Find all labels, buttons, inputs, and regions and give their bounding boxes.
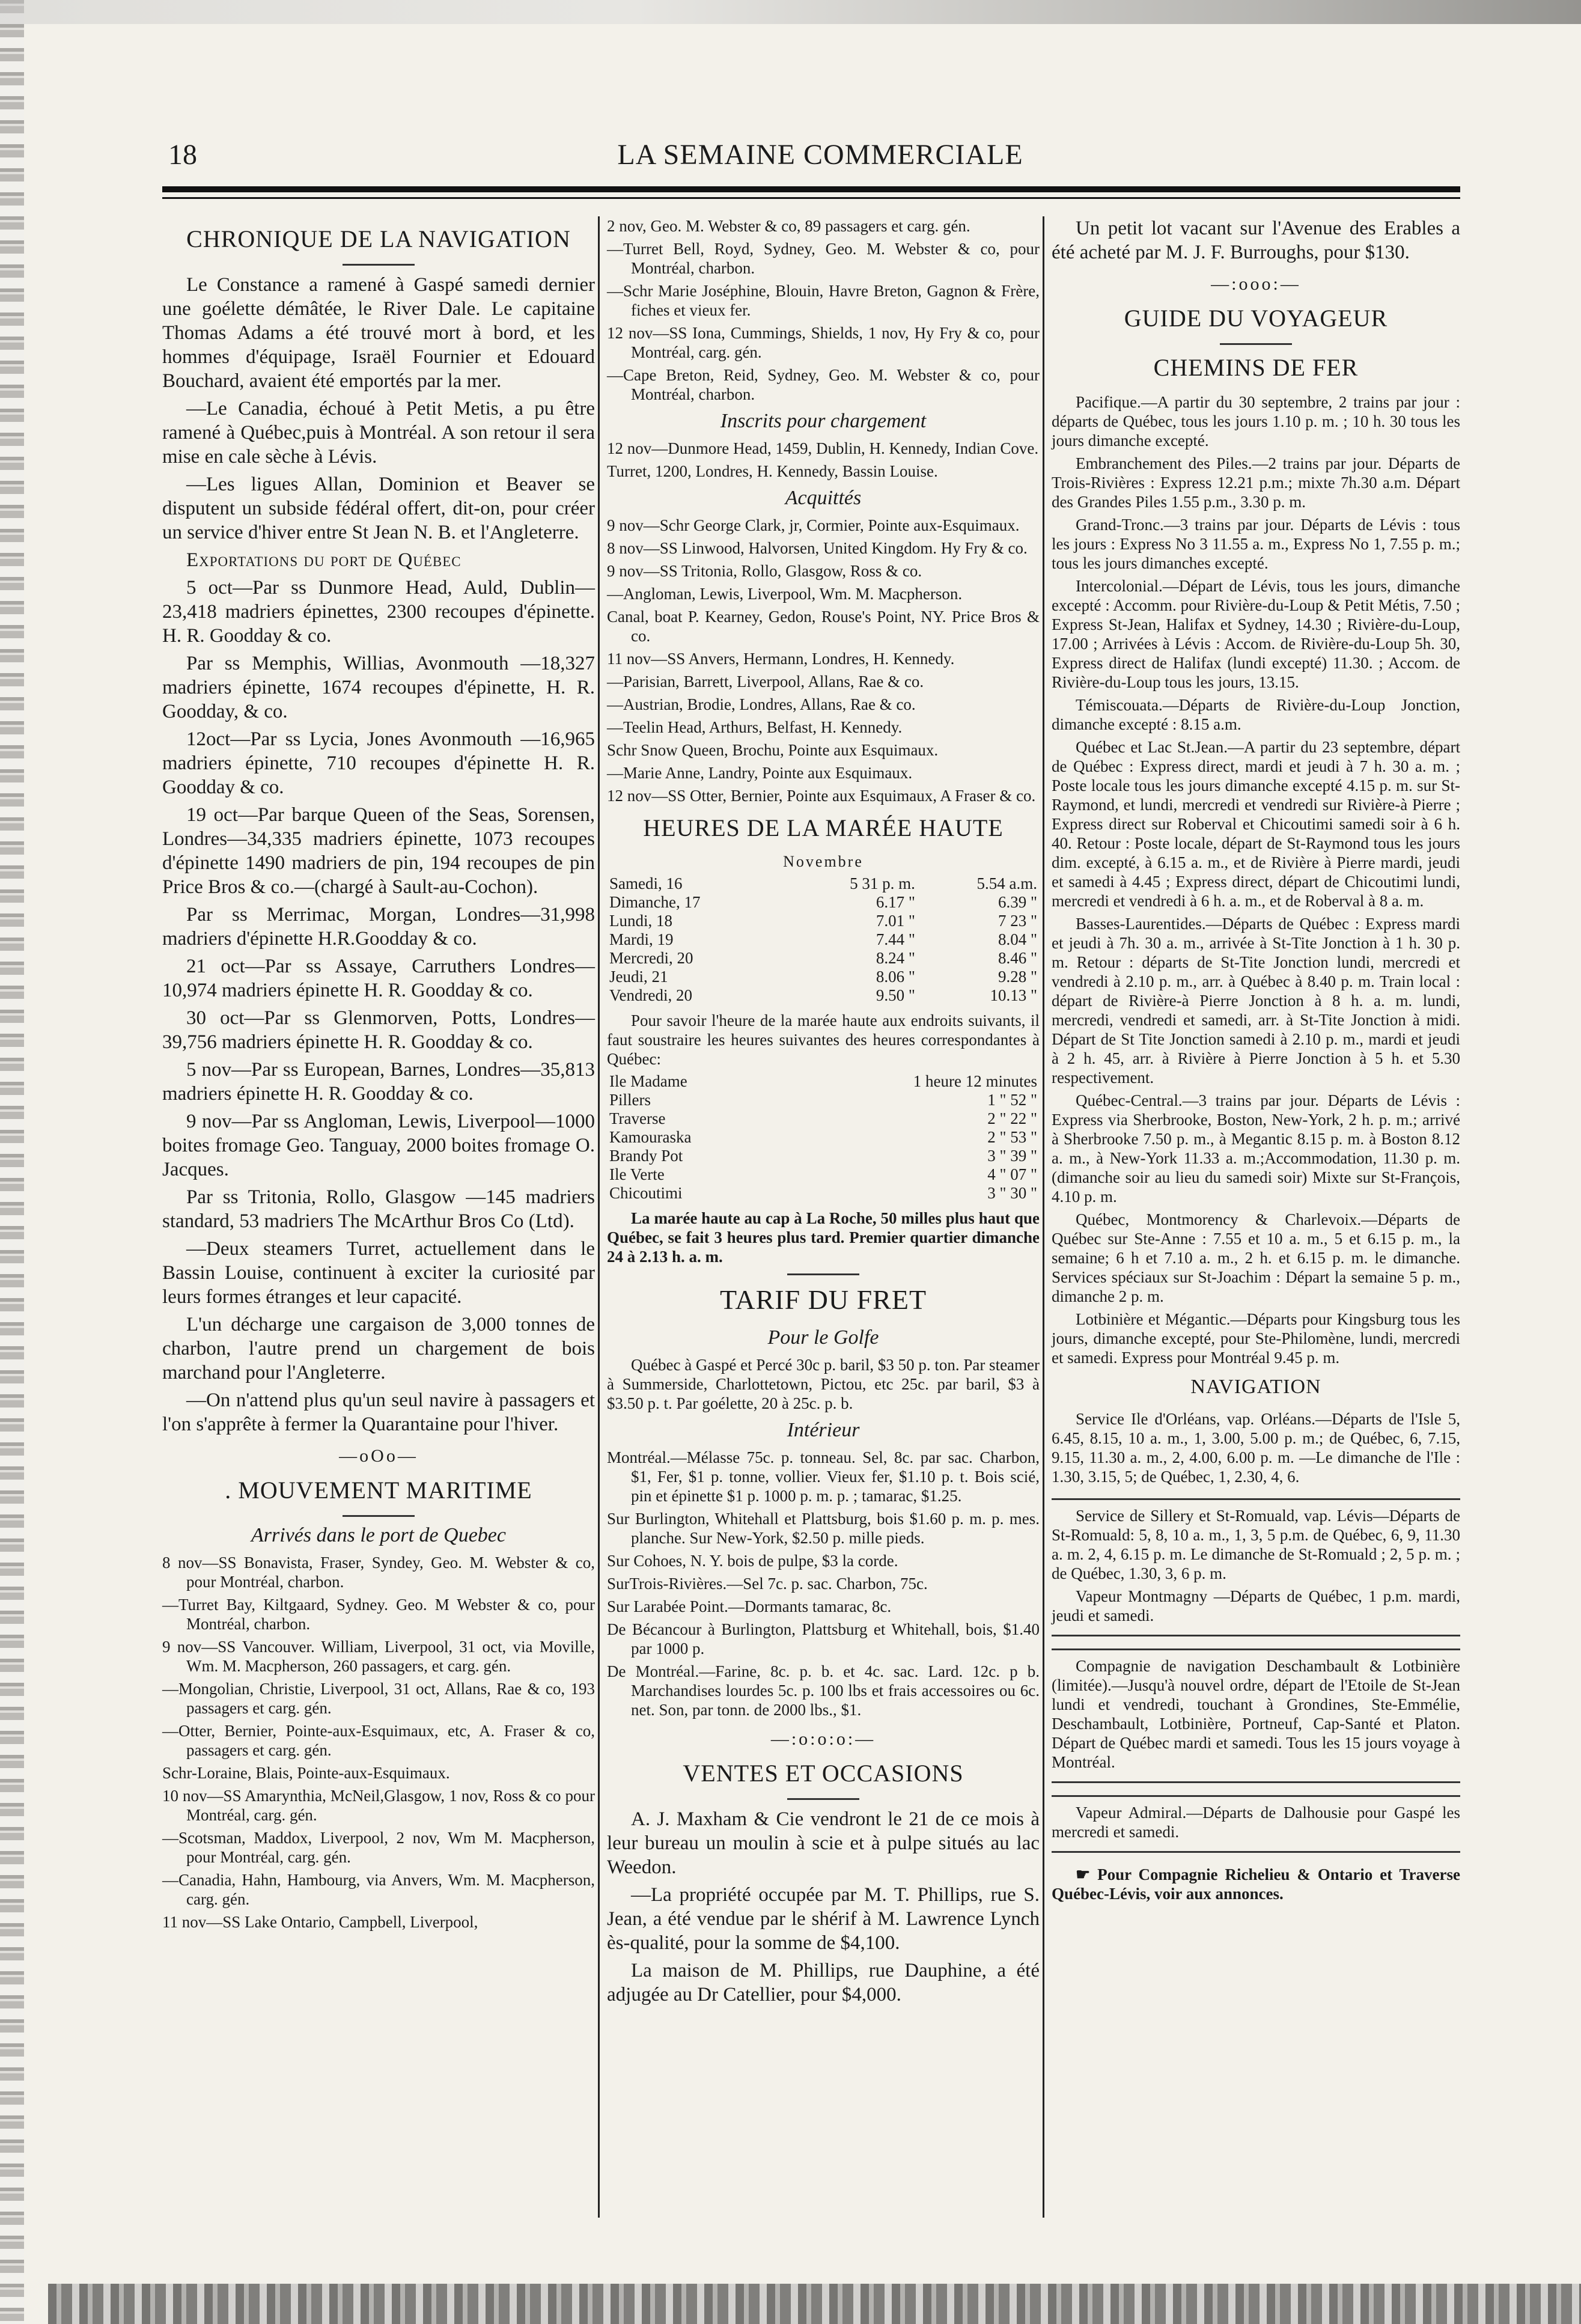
table-row xyxy=(607,986,1040,1005)
inscrit-entry: 12 nov—Dunmore Head, 1459, Dublin, H. Kennedy, Indian Cove. xyxy=(607,439,1039,457)
rail-entry: Québec et Lac St.Jean.—A partir du 23 septembre, départ de Québec : Express direct, mardi et jeudi à 7 h. 30 a. m. ; Poste locale tous les jours dimanche excepté 4.15 p. m. sur St-Raymond, et lundi, mercredi et vendredi sur Rivière-à Pierre ; Express direct sur Roberval et Chicoutimi samedi soir à 6 h. 40. Retour : Poste locale, départ de St-Raymond tous les jours dim. excepté, à 6.15 a. m., et de Rivière à Pierre mardi, jeudi et samedi à 4.45 ; Express direct, départ de Chicoutimi lundi, mercredi et vendredi à 6 h. a. m., et de Roberval à 8 a. m. xyxy=(1052,738,1460,910)
export-entry: 5 nov—Par ss European, Barnes, Londres—35,813 madriers épinette H. R. Goodday & co. xyxy=(162,1059,595,1105)
publication-title: LA SEMAINE COMMERCIALE xyxy=(617,139,1023,171)
fret-title: TARIF DU FRET xyxy=(719,1284,927,1315)
tide-am: 7 23 " xyxy=(998,912,1037,930)
export-entry: 19 oct—Par barque Queen of the Seas, Sorensen, Londres—34,335 madriers épinette, 1073 recoupes d'épinette 1490 madriers de pin, 194 recoupes de pin Price Bros & co.—(chargé à Sault-au-Cochon). xyxy=(162,804,595,898)
acquitte-entry: —Teelin Head, Arthurs, Belfast, H. Kennedy. xyxy=(607,718,903,736)
arrival-entry: —Schr Marie Joséphine, Blouin, Havre Breton, Gagnon & Frère, fiches et vieux fer. xyxy=(607,282,1040,319)
tide-day: Vendredi, 20 xyxy=(609,986,692,1004)
arrival-entry: 2 nov, Geo. M. Webster & co, 89 passagers et carg. gén. xyxy=(607,217,970,235)
chronique-title: CHRONIQUE DE LA NAVIGATION xyxy=(186,225,571,252)
tide-day: Samedi, 16 xyxy=(609,874,683,892)
column-3 xyxy=(1052,216,1460,1907)
interieur-heading: Intérieur xyxy=(787,1419,860,1441)
tides-month: Novembre xyxy=(783,853,864,870)
table-row xyxy=(607,1165,1040,1184)
acquitte-entry: 9 nov—SS Tritonia, Rollo, Glasgow, Ross & co. xyxy=(607,562,922,580)
tide-day: Jeudi, 21 xyxy=(609,968,668,986)
tide-day: Mardi, 19 xyxy=(609,930,674,948)
interieur-list xyxy=(607,1448,1040,1719)
section-rule xyxy=(343,1515,415,1517)
column-1 xyxy=(162,216,595,1935)
chemins-title: CHEMINS DE FER xyxy=(1153,354,1359,381)
deschambault-entry: Compagnie de navigation Deschambault & Lotbinière (limitée).—Jusqu'à nouvel ordre, départ de l'Etoile de St-Jean lundi et vendredi, touchant à Grondines, Ste-Emmélie, Deschambault, Lotbinière, Portneuf, Cap-Santé et Platon. Départ de Québec mardi et samedi. Tous les 15 jours voyage à Montréal. xyxy=(1052,1657,1460,1771)
export-entry: —Deux steamers Turret, actuellement dans le Bassin Louise, continuent à exciter la curiosité par leurs formes étranges et leur capacité. xyxy=(162,1238,595,1308)
chronique-paragraph: —Les ligues Allan, Dominion et Beaver se disputent un subside fédéral offert, dit-on, pour créer un service d'hiver entre St Jean N. B. et l'Angleterre. xyxy=(162,474,595,543)
table-row xyxy=(607,1091,1040,1109)
tarif-entry: De Montréal.—Farine, 8c. p. b. et 4c. sac. Lard. 12c. p b. Marchandises lourdes 5c. p. 100 lbs et frais accessoires ou 6c. net. Son, par tonn. de 2000 lbs., $1. xyxy=(607,1662,1040,1719)
newspaper-page xyxy=(108,120,1532,2272)
offset: 1 heure 12 minutes xyxy=(913,1072,1037,1090)
acquitte-entry: —Marie Anne, Landry, Pointe aux Esquimaux. xyxy=(607,764,913,782)
vente-paragraph: —La propriété occupée par M. T. Phillips, rue S. Jean, a été vendue par le shérif à M. Lawrence Lynch ès-qualité, pour la somme de $4,100. xyxy=(607,1884,1040,1954)
acquitte-entry: 12 nov—SS Otter, Bernier, Pointe aux Esquimaux, A Fraser & co. xyxy=(607,787,1036,805)
navigation-list xyxy=(1052,1409,1460,1486)
acquitte-entry: —Angloman, Lewis, Liverpool, Wm. M. Macpherson. xyxy=(607,585,963,603)
mouvement-title: . MOUVEMENT MARITIME xyxy=(225,1477,532,1504)
place: Ile Verte xyxy=(609,1165,665,1183)
export-entry: —On n'attend plus qu'un seul navire à passagers et l'on s'apprête à fermer la Quarantaine pour l'hiver. xyxy=(162,1389,595,1435)
page-header xyxy=(108,120,1532,189)
offset: 2 " 53 " xyxy=(987,1128,1037,1146)
inscrits-list xyxy=(607,439,1040,481)
page-number: 18 xyxy=(168,139,197,171)
table-row xyxy=(607,912,1040,930)
tide-am: 6.39 " xyxy=(998,893,1037,911)
table-row xyxy=(607,1184,1040,1203)
table-row xyxy=(607,968,1040,986)
section-rule xyxy=(787,1273,859,1275)
intro-paragraph: Un petit lot vacant sur l'Avenue des Erables a été acheté par M. J. F. Burroughs, pour $130. xyxy=(1052,218,1460,263)
rail-entry: Embranchement des Piles.—2 trains par jour. Départs de Trois-Rivières : Express 12.21 p.m.; mixte 7h.30 a.m. Départ des Grandes Piles 1.55 p.m., 3.30 p. m. xyxy=(1052,454,1460,511)
arrival-entry: Schr-Loraine, Blais, Pointe-aux-Esquimaux. xyxy=(162,1764,450,1782)
rail-entry: Grand-Tronc.—3 trains par jour. Départs de Lévis : tous les jours : Express No 3 11.55 a. m., Express No 1, 7.55 p. m.; tous les jours dimanches excepté. xyxy=(1052,516,1460,572)
offset: 2 " 22 " xyxy=(987,1109,1037,1127)
place: Kamouraska xyxy=(609,1128,692,1146)
inscrits-heading: Inscrits pour chargement xyxy=(720,410,927,432)
arrival-entry: —Mongolian, Christie, Liverpool, 31 oct, Allans, Rae & co, 193 passagers et carg. gén. xyxy=(162,1680,595,1717)
tide-day: Mercredi, 20 xyxy=(609,949,693,967)
arrives-heading: Arrivés dans le port de Quebec xyxy=(251,1524,506,1546)
table-row xyxy=(607,949,1040,968)
acquitte-entry: 11 nov—SS Anvers, Hermann, Londres, H. Kennedy. xyxy=(607,650,955,668)
tide-am: 9.28 " xyxy=(998,968,1037,986)
table-row xyxy=(607,1147,1040,1165)
tarif-entry: De Bécancour à Burlington, Plattsburg et Whitehall, bois, $1.40 par 1000 p. xyxy=(607,1620,1040,1658)
rail-entry: Québec-Central.—3 trains par jour. Départs de Lévis : Express via Sherbrooke, Boston, New-York, 2 h. p. m.; arrivé à Sherbrooke 7.50 p. m., à Megantic 8.15 p. m. à Boston 8.12 a. m., à New-York 11.33 a. m.;Accommodation, 11.30 p. m. (dimanche soir au lieu du samedi soir) Mixte sur St-François, 4.10 p. m. xyxy=(1052,1091,1460,1206)
table-row xyxy=(607,893,1040,912)
acquitte-entry: —Parisian, Barrett, Liverpool, Allans, Rae & co. xyxy=(607,672,924,691)
export-entry: 30 oct—Par ss Glenmorven, Potts, Londres—39,756 madriers épinette H. R. Goodday & co. xyxy=(162,1007,595,1053)
table-row xyxy=(607,1109,1040,1128)
scan-edge-left xyxy=(0,0,24,2324)
offset: 3 " 30 " xyxy=(987,1184,1037,1202)
tides-note: Pour savoir l'heure de la marée haute aux endroits suivants, il faut soustraire les heures suivantes des heures correspondantes à Québec: xyxy=(607,1011,1040,1068)
sillery-entry: Service de Sillery et St-Romuald, vap. Lévis—Départs de St-Romuald: 5, 8, 10 a. m., 1, 3, 5 p.m. de Québec, 6, 9, 11.30 a. m. 2, 4, 6.15 p. m. Le dimanche de St-Romuald ; 2, 5 p. m. ; de Québec, 1.30, 3, 6 p. m. xyxy=(1052,1507,1460,1582)
vente-paragraph: A. J. Maxham & Cie vendront le 21 de ce mois à leur bureau un moulin à scie et à pulpe situés au lac Weedon. xyxy=(607,1808,1040,1878)
vente-paragraph: La maison de M. Phillips, rue Dauphine, a été adjugée au Dr Catellier, pour $4,000. xyxy=(607,1960,1040,2005)
rail-entry: Québec, Montmorency & Charlevoix.—Départs de Québec sur Ste-Anne : 7.55 et 10 a. m., 5 et 6.15 p. m., la semaine; 6 h et 7.10 a. m., 2 h. et 6.15 p. m. le dimanche. Services spéciaux sur St-Joachim : Départ la semaine 5 p. m., dimanche 2 p. m. xyxy=(1052,1210,1460,1305)
scan-edge-top xyxy=(0,0,1581,24)
chronique-paragraph: Le Constance a ramené à Gaspé samedi dernier une goélette démâtée, le River Dale. Le capitaine Thomas Adams a été trouvé mort à bord, et les hommes d'équipage, Israël Fournier et Edouard Bouchard, avaient été emportés par la mer. xyxy=(162,274,595,392)
tarif-entry: Sur Cohoes, N. Y. bois de pulpe, $3 la corde. xyxy=(607,1552,898,1570)
tides-title: HEURES DE LA MARÉE HAUTE xyxy=(643,814,1004,841)
arrival-entry: —Canadia, Hahn, Hambourg, via Anvers, Wm. M. Macpherson, carg. gén. xyxy=(162,1871,595,1908)
arrives-list xyxy=(162,1553,595,1932)
acquitte-entry: —Austrian, Brodie, Londres, Allans, Rae & co. xyxy=(607,695,916,713)
column-2 xyxy=(607,216,1040,2010)
tarif-entry: Sur Burlington, Whitehall et Plattsburg, bois $1.60 p. m. p. mes. planche. Sur New-York, $2.50 p. mille pieds. xyxy=(607,1510,1040,1547)
deschambault-box xyxy=(1052,1648,1460,1783)
tide-am: 8.46 " xyxy=(998,949,1037,967)
rail-entry: Intercolonial.—Départ de Lévis, tous les jours, dimanche excepté : Accomm. pour Rivière-du-Loup & Petit Métis, 7.50 ; Express St-Jean, Halifax et Sydney, 14.30 ; Rivière-du-Loup, 17.00 ; Arrivées à Lévis : Accom. de Rivière-du-Loup 5h. 30, Express direct de Halifax (lundi excepté) 11.30. ; Accom. de Rivière-du-Loup tous les jours, 13.15. xyxy=(1052,577,1460,691)
tide-day: Lundi, 18 xyxy=(609,912,672,930)
acquitte-entry: Schr Snow Queen, Brochu, Pointe aux Esquimaux. xyxy=(607,741,939,759)
header-rule xyxy=(162,186,1460,192)
rail-entry: Témiscouata.—Départs de Rivière-du-Loup Jonction, dimanche excepté : 8.15 a.m. xyxy=(1052,696,1460,733)
arrival-entry: 8 nov—SS Bonavista, Fraser, Syndey, Geo. M. Webster & co, pour Montréal, charbon. xyxy=(162,1554,595,1591)
tide-am: 10.13 " xyxy=(990,986,1037,1004)
chronique-paragraph: —Le Canadia, échoué à Petit Metis, a pu être ramené à Québec,puis à Montréal. A son retour il sera mise en cale sèche à Lévis. xyxy=(162,398,595,468)
column-divider xyxy=(598,216,600,2218)
place: Pillers xyxy=(609,1091,651,1109)
tide-pm: 7.01 " xyxy=(876,912,915,930)
golfe-heading: Pour le Golfe xyxy=(767,1326,879,1349)
header-rule-thin xyxy=(162,197,1460,199)
offset: 4 " 07 " xyxy=(987,1165,1037,1183)
tides-footer: La marée haute au cap à La Roche, 50 milles plus haut que Québec, se fait 3 heures plus tard. Premier quartier dimanche 24 à 2.13 h. a. m. xyxy=(607,1209,1040,1266)
acquitte-entry: Canal, boat P. Kearney, Gedon, Rouse's Point, NY. Price Bros & co. xyxy=(607,608,1040,645)
arrival-entry: —Otter, Bernier, Pointe-aux-Esquimaux, etc, A. Fraser & co, passagers et carg. gén. xyxy=(162,1722,595,1759)
scan-edge-bottom xyxy=(48,2284,1581,2324)
sillery-entry: Vapeur Montmagny —Départs de Québec, 1 p.m. mardi, jeudi et samedi. xyxy=(1052,1587,1460,1624)
pointing-hand-icon: ☛ xyxy=(1076,1865,1098,1883)
arrival-entry: 12 nov—SS Iona, Cummings, Shields, 1 nov, Hy Fry & co, pour Montréal, carg. gén. xyxy=(607,324,1040,361)
navigation-entry: Service Ile d'Orléans, vap. Orléans.—Départs de l'Isle 5, 6.45, 8.15, 10 a. m., 1, 3.00, 5.00 p. m.; de Québec, 6, 7.15, 9.15, 11.30 a. m., 2, 4.00, 6.00 p. m. —Le dimanche de l'Ile : 1.30, 3.15, 5; de Québec, 1, 2.30, 4, 6. xyxy=(1052,1410,1460,1486)
export-entry: Par ss Merrimac, Morgan, Londres—31,998 madriers d'épinette H.R.Goodday & co. xyxy=(162,904,595,950)
arrival-entry: —Scotsman, Maddox, Liverpool, 2 nov, Wm M. Macpherson, pour Montréal, carg. gén. xyxy=(162,1829,595,1866)
acquitte-entry: 9 nov—Schr George Clark, jr, Cormier, Pointe aux-Esquimaux. xyxy=(607,516,1020,534)
ventes-body xyxy=(607,1807,1040,2007)
rail-entry: Basses-Laurentides.—Départs de Québec : Express mardi et jeudi à 7h. 30 a. m., arrivée à St-Tite Jonction à 1 h. 30 p. m. Retour : départs de St-Tite Jonction lundi, mercredi et vendredi à 2.10 p. m., arr. à Québec à 8.40 p. m. Train local : départ de Rivière-à Pierre Jonction à 8 h. a. m. lundi, mercredi, vendredi et samedi, arr. à St-Tite Jonction à midi. Départ de St Tite Jonction samedi à 2.10 p. m., mardi et jeudi à 2 h. 45, arr. à Rivière à Pierre Jonction à 5 h. et 5.30 respectivement. xyxy=(1052,915,1460,1087)
tide-pm: 7.44 " xyxy=(876,930,915,948)
place: Traverse xyxy=(609,1109,666,1127)
section-rule xyxy=(787,1798,859,1800)
table-row xyxy=(607,1072,1040,1091)
export-entry: Par ss Tritonia, Rollo, Glasgow —145 madriers standard, 53 madriers The McArthur Bros Co (Ltd). xyxy=(162,1186,595,1232)
arrival-entry: —Turret Bell, Royd, Sydney, Geo. M. Webster & co, pour Montréal, charbon. xyxy=(607,240,1040,277)
export-entry: 5 oct—Par ss Dunmore Head, Auld, Dublin—23,418 madriers épinettes, 2300 recoupes d'épinette. H. R. Goodday & co. xyxy=(162,577,595,647)
tide-pm: 8.06 " xyxy=(876,968,915,986)
rail-entry: Lotbinière et Mégantic.—Départs pour Kingsburg tous les jours, dimanche excepté, pour Ste-Philomène, lundi, mercredi et samedi. Express pour Montréal 9.45 p. m. xyxy=(1052,1310,1460,1367)
place: Ile Madame xyxy=(609,1072,687,1090)
arrivals-continued xyxy=(607,216,1040,404)
tarif-entry: Sur Larabée Point.—Dormants tamarac, 8c. xyxy=(607,1597,892,1615)
ornament-divider: —:o:o:o:— xyxy=(770,1729,876,1749)
acquitte-entry: 8 nov—SS Linwood, Halvorsen, United Kingdom. Hy Fry & co. xyxy=(607,539,1028,557)
offset: 3 " 39 " xyxy=(987,1147,1037,1165)
tarif-entry: SurTrois-Rivières.—Sel 7c. p. sac. Charbon, 75c. xyxy=(607,1575,928,1593)
export-entry: Par ss Memphis, Willias, Avonmouth —18,327 madriers épinette, 1674 recoupes d'épinette, H. R. Goodday, & co. xyxy=(162,653,595,722)
arrival-entry: 11 nov—SS Lake Ontario, Campbell, Liverpool, xyxy=(162,1913,478,1931)
section-rule xyxy=(1220,343,1292,345)
export-entry: 21 oct—Par ss Assaye, Carruthers Londres—10,974 madriers épinette H. R. Goodday & co. xyxy=(162,956,595,1001)
section-rule xyxy=(343,264,415,266)
tide-day: Dimanche, 17 xyxy=(609,893,701,911)
richelieu-note xyxy=(1052,1865,1460,1903)
tide-pm: 6.17 " xyxy=(876,893,915,911)
navigation-title: NAVIGATION xyxy=(1190,1376,1321,1398)
table-row xyxy=(607,930,1040,949)
tide-pm: 8.24 " xyxy=(876,949,915,967)
chronique-body xyxy=(162,273,595,1436)
arrival-entry: —Cape Breton, Reid, Sydney, Geo. M. Webster & co, pour Montréal, charbon. xyxy=(607,366,1040,403)
tarif-entry: Montréal.—Mélasse 75c. p. tonneau. Sel, 8c. par sac. Charbon, $1, Fer, $1 p. tonne, vollier. Vieux fer, $1.10 p. t. Bois scié, pin et épinette $1 p. 1000 p. m. p. ; tamarac, $1.25. xyxy=(607,1448,1040,1505)
golfe-text: Québec à Gaspé et Percé 30c p. baril, $3 50 p. ton. Par steamer à Summerside, Charlottetown, Pictou, etc 25c. par baril, $3 à $3.50 p. t. Par goélette, 20 à 25c. p. b. xyxy=(607,1356,1040,1412)
sillery-box xyxy=(1052,1498,1460,1636)
tide-pm: 5 31 p. m. xyxy=(850,874,915,892)
admiral-box xyxy=(1052,1795,1460,1853)
ventes-title: VENTES ET OCCASIONS xyxy=(683,1760,964,1787)
place: Chicoutimi xyxy=(609,1184,683,1202)
export-entry: 12oct—Par ss Lycia, Jones Avonmouth —16,965 madriers épinette, 710 recoupes d'épinette H. R. Goodday & co. xyxy=(162,728,595,798)
tides-table xyxy=(607,874,1040,1005)
offset: 1 " 52 " xyxy=(987,1091,1037,1109)
acquittes-heading: Acquittés xyxy=(785,487,862,509)
tide-differences-table xyxy=(607,1072,1040,1203)
place: Brandy Pot xyxy=(609,1147,683,1165)
tide-am: 5.54 a.m. xyxy=(976,874,1037,892)
acquittes-list xyxy=(607,516,1040,805)
table-row xyxy=(607,1128,1040,1147)
tide-am: 8.04 " xyxy=(998,930,1037,948)
arrival-entry: —Turret Bay, Kiltgaard, Sydney. Geo. M Webster & co, pour Montréal, charbon. xyxy=(162,1596,595,1633)
export-entry: 9 nov—Par ss Angloman, Lewis, Liverpool—1000 boites fromage Geo. Tanguay, 2000 boites fromage O. Jacques. xyxy=(162,1111,595,1180)
export-entry: L'un décharge une cargaison de 3,000 tonnes de charbon, l'autre prend un chargement de bois marchand pour l'Angleterre. xyxy=(162,1314,595,1383)
rail-entry: Pacifique.—A partir du 30 septembre, 2 trains par jour : départs de Québec, tous les jours 1.10 p. m. ; 10 h. 30 tous les jours dimanche excepté. xyxy=(1052,393,1460,450)
admiral-entry: Vapeur Admiral.—Départs de Dalhousie pour Gaspé les mercredi et samedi. xyxy=(1052,1804,1460,1841)
ornament-divider: —oOo— xyxy=(339,1446,418,1466)
richelieu-note-text: Pour Compagnie Richelieu & Ontario et Traverse Québec-Lévis, voir aux annonces. xyxy=(1052,1865,1460,1903)
arrival-entry: 9 nov—SS Vancouver. William, Liverpool, 31 oct, via Moville, Wm. M. Macpherson, 260 passagers, et carg. gén. xyxy=(162,1638,595,1675)
column-divider xyxy=(1043,216,1044,2218)
table-row xyxy=(607,874,1040,893)
guide-title: GUIDE DU VOYAGEUR xyxy=(1124,305,1388,332)
rail-list xyxy=(1052,392,1460,1367)
arrival-entry: 10 nov—SS Amarynthia, McNeil,Glasgow, 1 nov, Ross & co pour Montréal, carg. gén. xyxy=(162,1787,595,1824)
inscrit-entry: Turret, 1200, Londres, H. Kennedy, Bassin Louise. xyxy=(607,462,938,480)
ornament-divider: —:ooo:— xyxy=(1211,274,1301,294)
tide-pm: 9.50 " xyxy=(876,986,915,1004)
exports-heading: Exportations du port de Québec xyxy=(186,549,462,571)
